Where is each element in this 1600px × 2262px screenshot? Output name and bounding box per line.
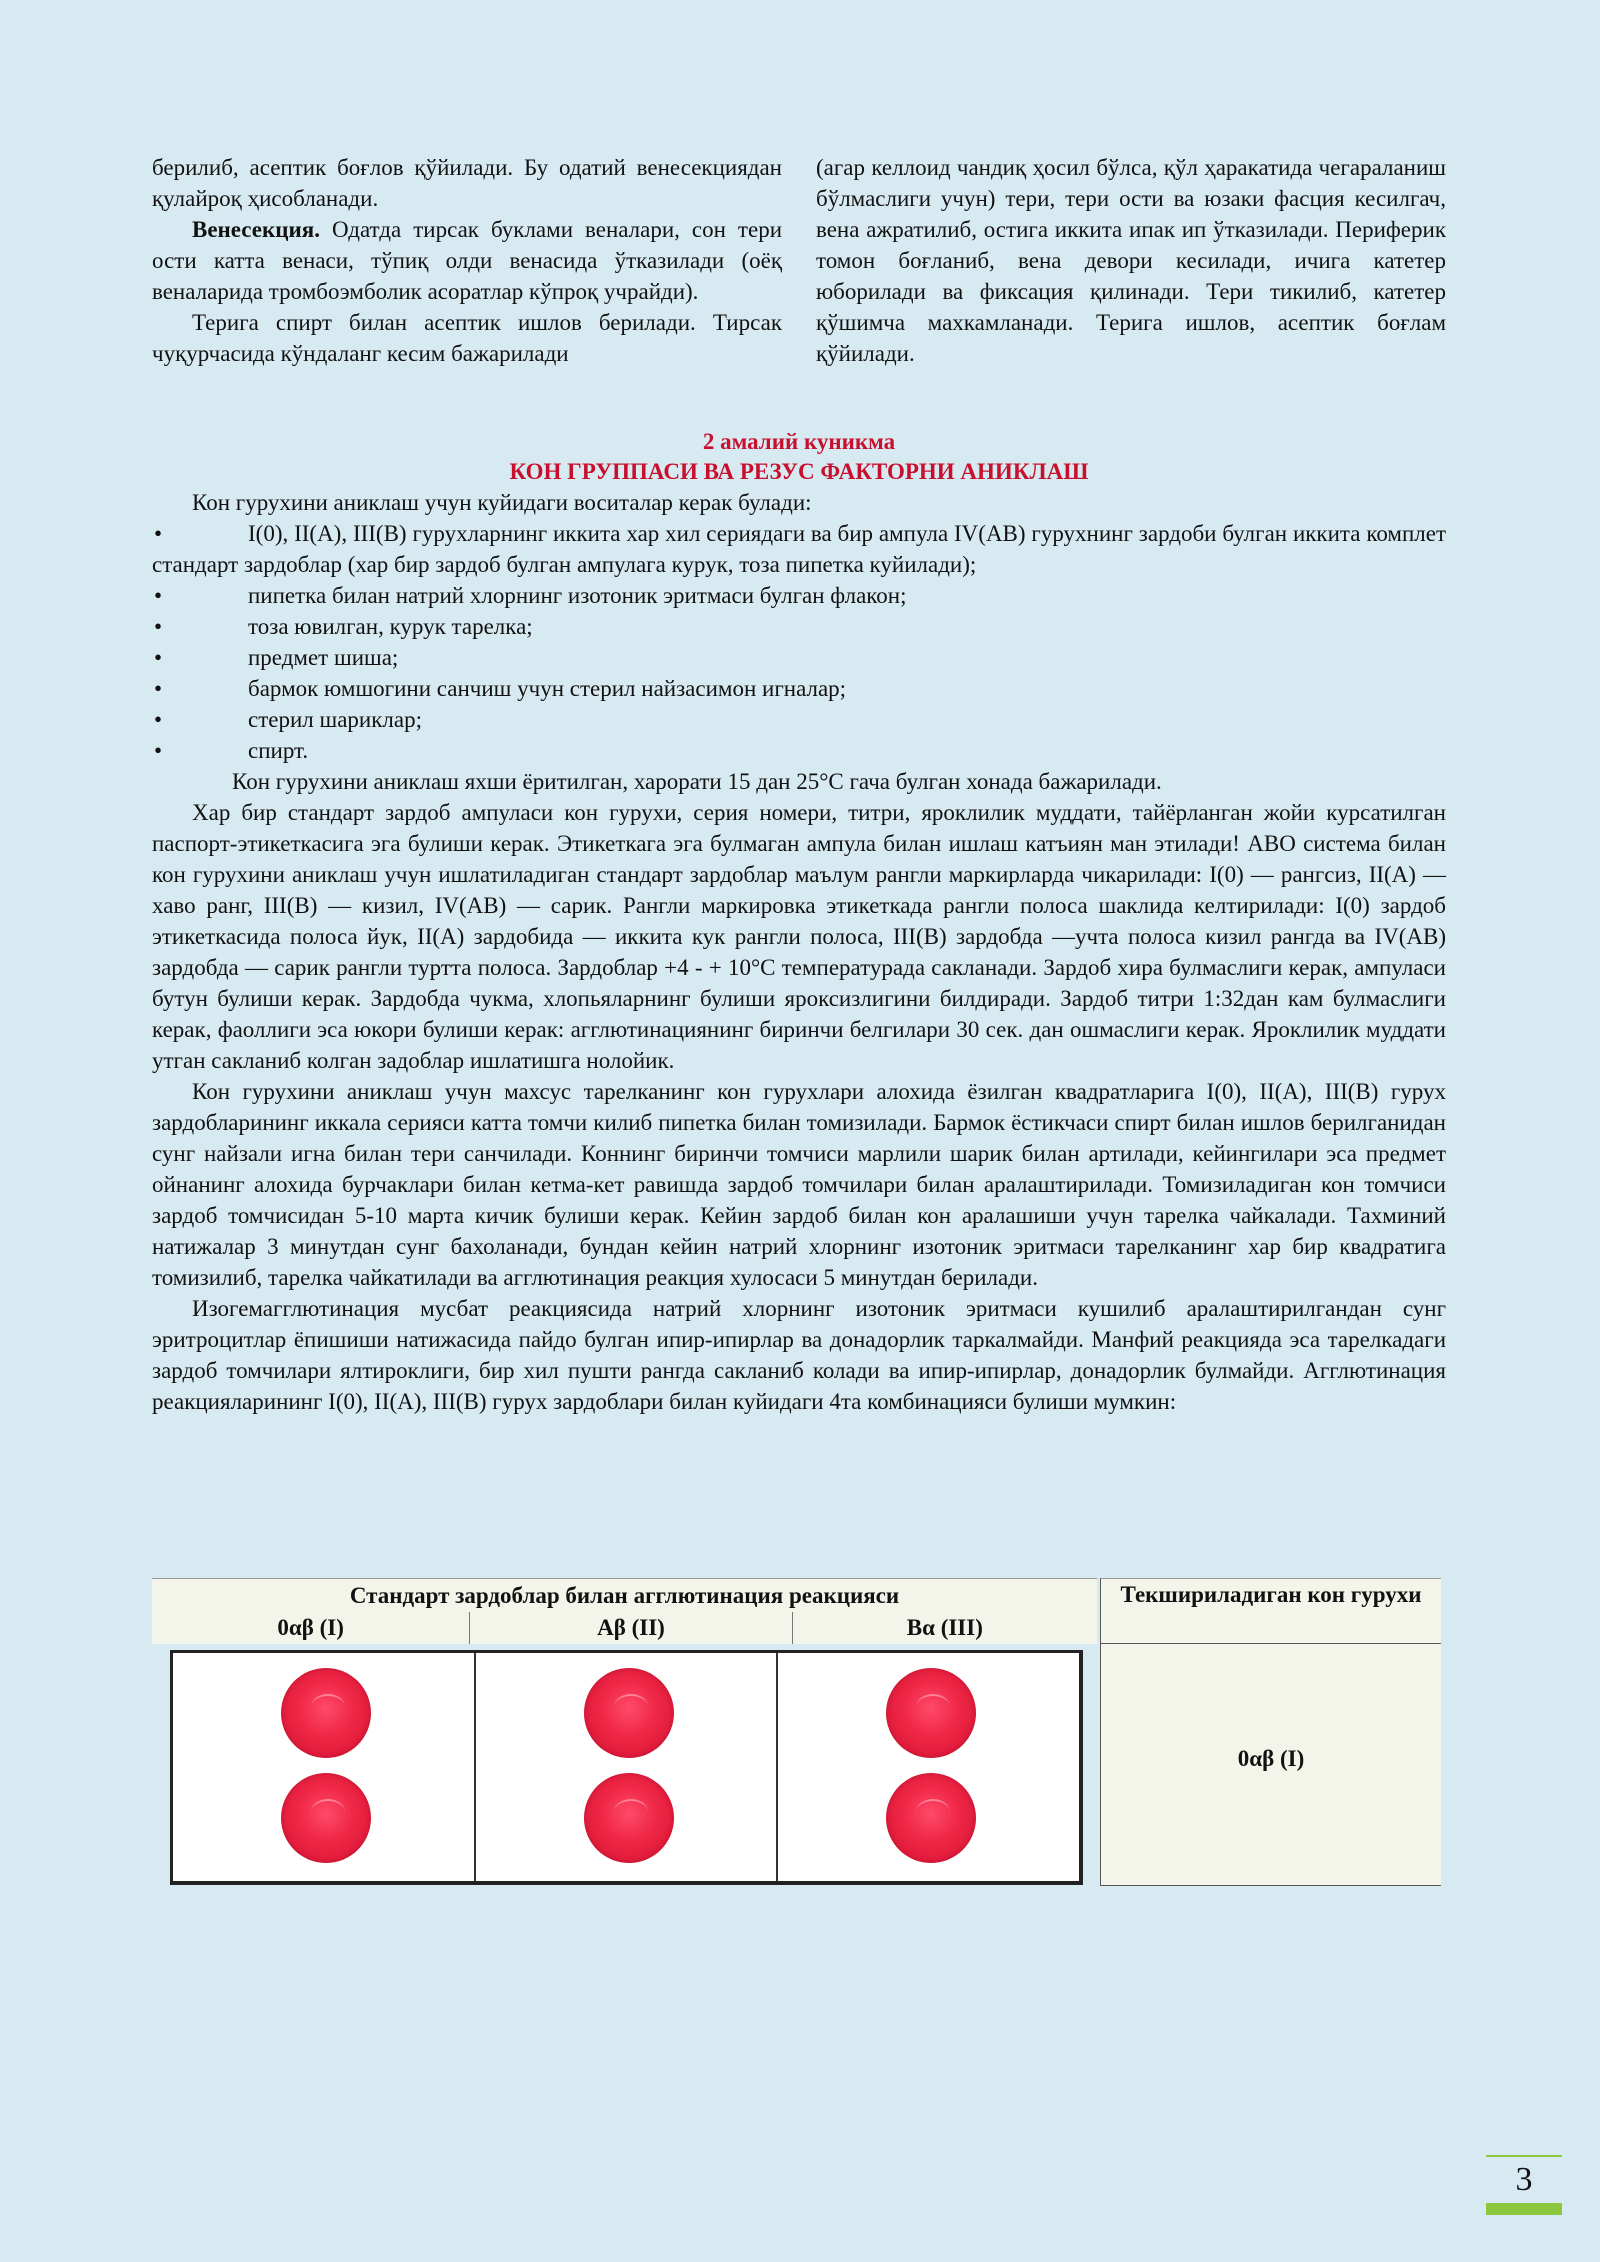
equipment-list-item [152, 518, 1446, 580]
plate-cell [173, 1653, 476, 1881]
left-column [152, 152, 782, 369]
blood-serum-drop [584, 1773, 674, 1863]
bullet-icon: • [154, 645, 163, 670]
bullet-icon: • [154, 707, 163, 732]
paragraph-serum-ampoules: Хар бир стандарт зардоб ампуласи кон гурухи, серия номери, титри, яроклилик муддати, тайёрланган жойи курсатилган паспорт-этикеткасига эга булиши керак. Этикеткага эга булмаган ампула билан ишлаш катъиян ман этилади! АВО система билан кон гурухини аниклаш учун ишлатиладиган стандарт зардоблар маълум рангли маркирларда чикарилади: I(0) — рангсиз, II(A) — хаво ранг, III(B) — кизил, IV(AB) — сарик. Рангли маркировка этикеткада рангли полоса шаклида келтирилади: I(0) зардоб этикеткасида полоса йук, II(A) зардобида — иккита кук рангли полоса, III(B) зардобда —учта полоса кизил рангда ва IV(AB) зардобда — сарик рангли туртта полоса. Зардоблар +4 - + 10°C температурада сакланади. Зардоб хира булмаслиги керак, ампуласи бутун булиши керак. Зардобда чукма, хлопьяларнинг булиши ярoксизлигини билдиради. Зардоб титри 1:32дан кам булмаслиги керак, фаоллиги эса юкори булиши керак: агглютинациянинг биринчи белгилари 30 сек. дан ошмаслиги керак. Яроклилик муддати утган сакланиб колган задоблар ишлатишга нолойик. [152, 800, 1446, 1073]
equipment-list-text: пипетка билан натрий хлорнинг изотоник эритмаси булган флакон; [248, 583, 907, 608]
blood-serum-drop [281, 1773, 371, 1863]
blood-group-result-header: Текшириладиган кон гурухи [1101, 1579, 1441, 1644]
paragraph-procedure: Кон гурухини аниклаш учун махсус тарелканинг кон гурухлари алохида ёзилган квадратларига I(0), II(A), III(B) гурух зардобларининг иккала серияси катта томчи килиб пипетка билан томизилади. Бармок ёстикчаси спирт билан ишлов берилганидан сунг найзали игна билан тери санчилади. Коннинг биринчи томчиси марлили шарик билан артилади, кейингилари эса предмет ойнанинг алохида бурчаклари билан кетма-кет равишда зардоб томчилари билан аралаштирилади. Томизиладиган кон томчиси зардоб томчисидан 5-10 марта кичик булиши керак. Кейин зардоб билан кон аралашиши учун тарелка чайкалади. Тахминий натижалар 3 минутдан сунг бахоланади, бундан кейин натрий хлорнинг изотоник эритмаси тарелканинг хар бир квадратига томизилиб, тарелка чайкатилади ва агглютинация реакция хулосаси 5 минутдан берилади. [152, 1079, 1446, 1290]
blood-group-result-column [1100, 1578, 1441, 1886]
section-heading [152, 427, 1446, 487]
equipment-list-text: стерил шариклар; [248, 707, 422, 732]
serum-column-headers [152, 1612, 1097, 1644]
blood-group-result-value: 0αβ (I) [1237, 1746, 1305, 1771]
equipment-list-item [152, 735, 1446, 766]
equipment-list-text: спирт. [248, 738, 309, 763]
page-number-top-rule [1486, 2155, 1562, 2157]
two-column-block [152, 152, 1446, 369]
left-paragraph-3: Терига спирт билан асептик ишлов берилади. Тирсак чуқурчасида кўндаланг кесим бажарилади [152, 310, 782, 366]
equipment-list-item [152, 611, 1446, 642]
paragraph-reaction: Изогемагглютинация мусбат реакциясида натрий хлорнинг изотоник эритмаси кушилиб аралаштирилгандан сунг эритроцитлар ёпишиши натижасида пайдо булган ипир-ипирлар ва донадорлик таркалмайди. Манфий реакцияда эса тарелкадаги зардоб томчилари ялтирoклиги, бир хил пушти рангда сакланиб колади ва ипир-ипирлар, донадорлик булмайди. Агглютинация реакцияларининг I(0), II(A), III(B) гурух зардоблари билан куйидаги 4та комбинацияси булиши мумкин: [152, 1296, 1446, 1414]
agglutination-table [152, 1578, 1440, 1888]
venesection-term: Венесекция. [192, 217, 320, 242]
page-number: 3 [1515, 2161, 1533, 2198]
equipment-list-item [152, 704, 1446, 735]
bullet-icon: • [154, 614, 163, 639]
blood-serum-drop [584, 1668, 674, 1758]
page-content [152, 152, 1446, 1417]
serum-column-header: 0αβ (I) [152, 1612, 470, 1644]
test-plate [170, 1650, 1083, 1885]
right-column [816, 152, 1446, 369]
plate-cell [778, 1653, 1079, 1881]
bullet-icon: • [154, 583, 163, 608]
bullet-icon: • [154, 738, 163, 763]
bullet-icon: • [154, 521, 163, 546]
equipment-list-text: тоза ювилган, курук тарелка; [248, 614, 533, 639]
equipment-list-text: I(0), II(A), III(B) гурухларнинг иккита хар хил сериядаги ва бир ампула IV(AB) гурухнинг зардоби булган иккита комплет стандарт зардоблар (хар бир зардоб булган ампулага курук, тоза пипетка куйилади); [152, 521, 1446, 577]
agglutination-results-block [152, 1578, 1097, 1888]
agglutination-table-title: Стандарт зардоблар билан агглютинация реакцияси [152, 1578, 1097, 1613]
serum-column-header: Aβ (II) [470, 1612, 792, 1644]
section-title: КОН ГРУППАСИ ВА РЕЗУС ФАКТОРНИ АНИКЛАШ [509, 459, 1089, 484]
section-intro: Кон гурухини аниклаш учун куйидаги воситалар керак булади: [192, 490, 812, 515]
left-paragraph-2 [152, 214, 782, 307]
page-number-bar [1486, 2203, 1562, 2215]
venesection-text: Одатда тирсак буклами веналари, сон тери ости катта венаси, тўпиқ олди венасида ўтказилади (оёқ веналарида тромбоэмболик асоратлар кўпроқ учрайди). [152, 217, 782, 304]
blood-serum-drop [886, 1773, 976, 1863]
plate-cell [476, 1653, 779, 1881]
bullet-icon: • [154, 676, 163, 701]
equipment-list-item [152, 673, 1446, 704]
paragraph-room-conditions: Кон гурухини аниклаш яхши ёритилган, харорати 15 дан 25°C гача булган хонада бажарилади. [232, 769, 1162, 794]
blood-serum-drop [886, 1668, 976, 1758]
equipment-list [152, 518, 1446, 766]
section-label: 2 амалий куникма [702, 429, 896, 454]
equipment-list-item [152, 580, 1446, 611]
right-paragraph-1: (агар келлоид чандиқ ҳосил бўлса, қўл ҳаракатида чегараланиш бўлмаслиги учун) тери, тери ости ва юзаки фасция кесилгач, вена ажратилиб, остига иккита ипак ип ўтказилади. Периферик томон боғланиб, вена девори кесилади, ичига катетер юборилади ва фиксация қилинади. Тери тикилиб, катетер қўшимча махкамланади. Терига ишлов, асептик боғлам қўйилади. [816, 155, 1446, 366]
serum-column-header: Bα (III) [906, 1615, 983, 1640]
blood-serum-drop [281, 1668, 371, 1758]
equipment-list-text: бармок юмшогини санчиш учун стерил найзасимон игналар; [248, 676, 847, 701]
equipment-list-text: предмет шиша; [248, 645, 399, 670]
left-paragraph-1: берилиб, асептик боғлов қўйилади. Бу одатий венесекциядан қулайроқ ҳисобланади. [152, 155, 782, 211]
equipment-list-item [152, 642, 1446, 673]
